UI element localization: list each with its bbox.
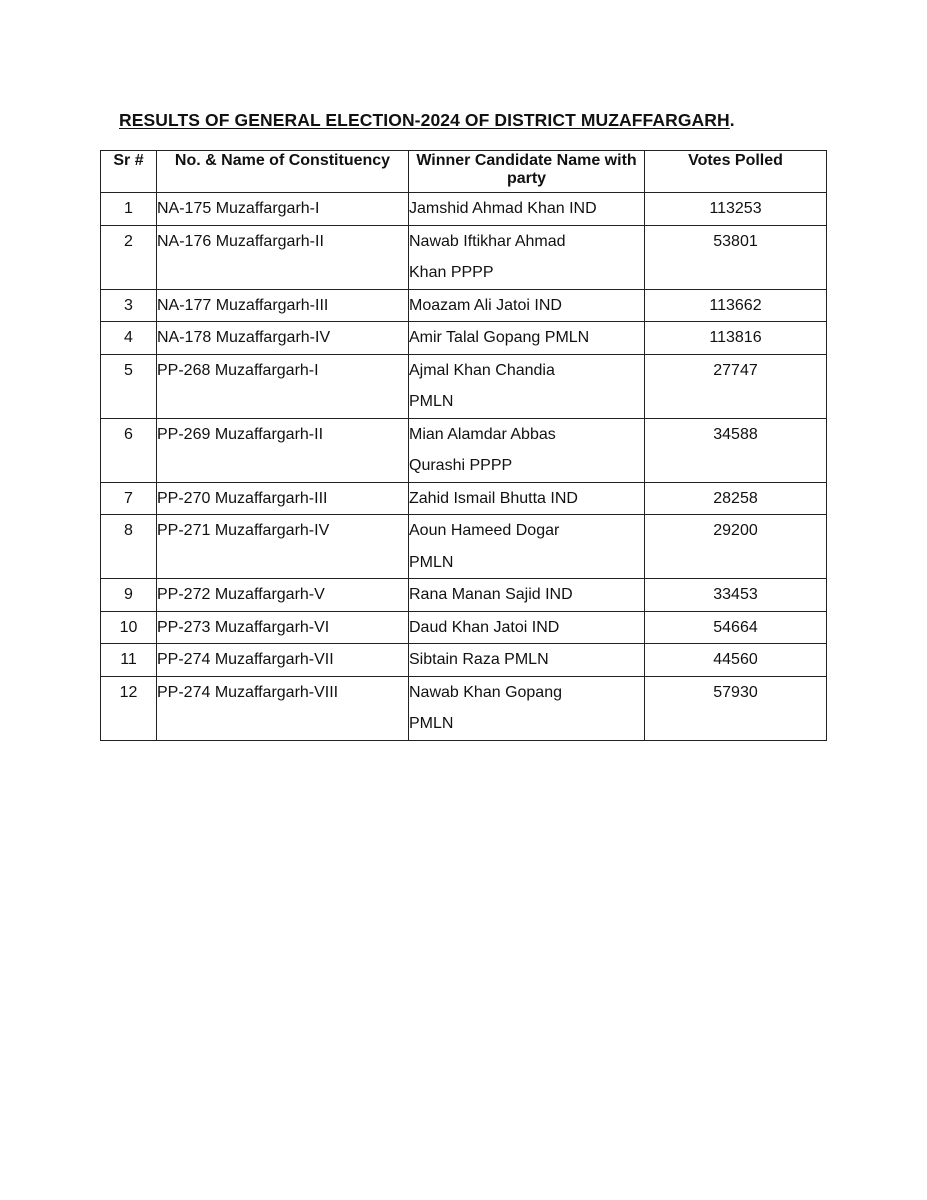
- cell-winner: [409, 579, 645, 612]
- cell-sr: 9: [101, 579, 157, 612]
- winner-line1: Ajmal Khan Chandia: [409, 361, 555, 379]
- header-winner-line2: with party: [506, 152, 637, 187]
- cell-constituency: PP-268 Muzaffargarh-I: [157, 354, 409, 418]
- winner-line1: Aoun Hameed Dogar: [409, 522, 560, 539]
- table-row: [101, 579, 827, 612]
- cell-constituency: NA-176 Muzaffargarh-II: [157, 225, 409, 289]
- header-row: [101, 151, 827, 193]
- cell-sr: 1: [101, 193, 157, 226]
- cell-winner: [409, 322, 645, 355]
- cell-votes: 113816: [645, 322, 827, 355]
- cell-votes: 34588: [645, 418, 827, 482]
- winner-line2: PMLN: [409, 553, 454, 571]
- winner-line2: Khan PPPP: [409, 264, 494, 281]
- cell-sr: 12: [101, 676, 157, 740]
- cell-winner: [409, 289, 645, 322]
- cell-winner: [409, 676, 645, 740]
- winner-line1: Zahid Ismail Bhutta IND: [409, 489, 578, 507]
- header-winner-line1: Winner Candidate Name: [416, 152, 601, 169]
- cell-constituency: PP-269 Muzaffargarh-II: [157, 418, 409, 482]
- winner-line2: Qurashi PPPP: [409, 457, 513, 474]
- cell-constituency: NA-177 Muzaffargarh-III: [157, 289, 409, 322]
- cell-votes: 44560: [645, 644, 827, 677]
- table-row: [101, 322, 827, 355]
- cell-votes: 33453: [645, 579, 827, 612]
- cell-constituency: PP-274 Muzaffargarh-VII: [157, 644, 409, 677]
- winner-line1: Sibtain Raza PMLN: [409, 651, 549, 668]
- election-results-table: [100, 150, 827, 741]
- header-constituency-line1: No. & Name of: [174, 152, 285, 169]
- cell-winner: [409, 611, 645, 644]
- cell-sr: 11: [101, 644, 157, 677]
- cell-votes: 53801: [645, 225, 827, 289]
- cell-sr: 8: [101, 515, 157, 579]
- document-title-text: RESULTS OF GENERAL ELECTION-2024 OF DISTRICT MUZAFFARGARH: [119, 110, 730, 130]
- cell-sr: 10: [101, 611, 157, 644]
- table-row: [101, 644, 827, 677]
- document-title: [119, 110, 735, 131]
- winner-line1: Jamshid Ahmad Khan IND: [409, 200, 597, 217]
- cell-constituency: PP-272 Muzaffargarh-V: [157, 579, 409, 612]
- table-row: [101, 515, 827, 579]
- cell-constituency: PP-274 Muzaffargarh-VIII: [157, 676, 409, 740]
- header-constituency-line2: Constituency: [288, 152, 391, 169]
- cell-winner: [409, 644, 645, 677]
- cell-winner: [409, 482, 645, 515]
- winner-line2: PMLN: [409, 715, 454, 732]
- cell-constituency: PP-270 Muzaffargarh-III: [157, 482, 409, 515]
- cell-winner: [409, 418, 645, 482]
- table-row: [101, 482, 827, 515]
- cell-constituency: PP-271 Muzaffargarh-IV: [157, 515, 409, 579]
- cell-sr: 5: [101, 354, 157, 418]
- table-body: [101, 193, 827, 741]
- cell-sr: 4: [101, 322, 157, 355]
- table-header: [101, 151, 827, 193]
- cell-votes: 57930: [645, 676, 827, 740]
- winner-line1: Moazam Ali Jatoi IND: [409, 296, 562, 314]
- cell-sr: 3: [101, 289, 157, 322]
- cell-constituency: NA-175 Muzaffargarh-I: [157, 193, 409, 226]
- table-row: [101, 611, 827, 644]
- winner-line2: PMLN: [409, 393, 454, 410]
- cell-votes: 113253: [645, 193, 827, 226]
- table-row: [101, 225, 827, 289]
- header-sr: Sr #: [101, 151, 157, 193]
- cell-constituency: PP-273 Muzaffargarh-VI: [157, 611, 409, 644]
- winner-line1: Amir Talal Gopang PMLN: [409, 329, 590, 346]
- cell-winner: [409, 515, 645, 579]
- document-title-suffix: .: [729, 110, 735, 130]
- table-row: [101, 289, 827, 322]
- winner-line1: Mian Alamdar Abbas: [409, 425, 556, 443]
- cell-winner: [409, 354, 645, 418]
- cell-sr: 2: [101, 225, 157, 289]
- cell-votes: 54664: [645, 611, 827, 644]
- cell-votes: 28258: [645, 482, 827, 515]
- table-row: [101, 676, 827, 740]
- cell-sr: 7: [101, 482, 157, 515]
- cell-winner: [409, 193, 645, 226]
- cell-votes: 27747: [645, 354, 827, 418]
- header-votes: Votes Polled: [645, 151, 827, 193]
- header-constituency: [157, 151, 409, 193]
- cell-votes: 113662: [645, 289, 827, 322]
- table-row: [101, 354, 827, 418]
- cell-constituency: NA-178 Muzaffargarh-IV: [157, 322, 409, 355]
- winner-line1: Daud Khan Jatoi IND: [409, 618, 560, 636]
- header-winner: [409, 151, 645, 193]
- table-row: [101, 193, 827, 226]
- cell-sr: 6: [101, 418, 157, 482]
- cell-winner: [409, 225, 645, 289]
- winner-line1: Nawab Khan Gopang: [409, 683, 562, 701]
- winner-line1: Nawab Iftikhar Ahmad: [409, 232, 566, 250]
- cell-votes: 29200: [645, 515, 827, 579]
- winner-line1: Rana Manan Sajid IND: [409, 586, 573, 603]
- table-row: [101, 418, 827, 482]
